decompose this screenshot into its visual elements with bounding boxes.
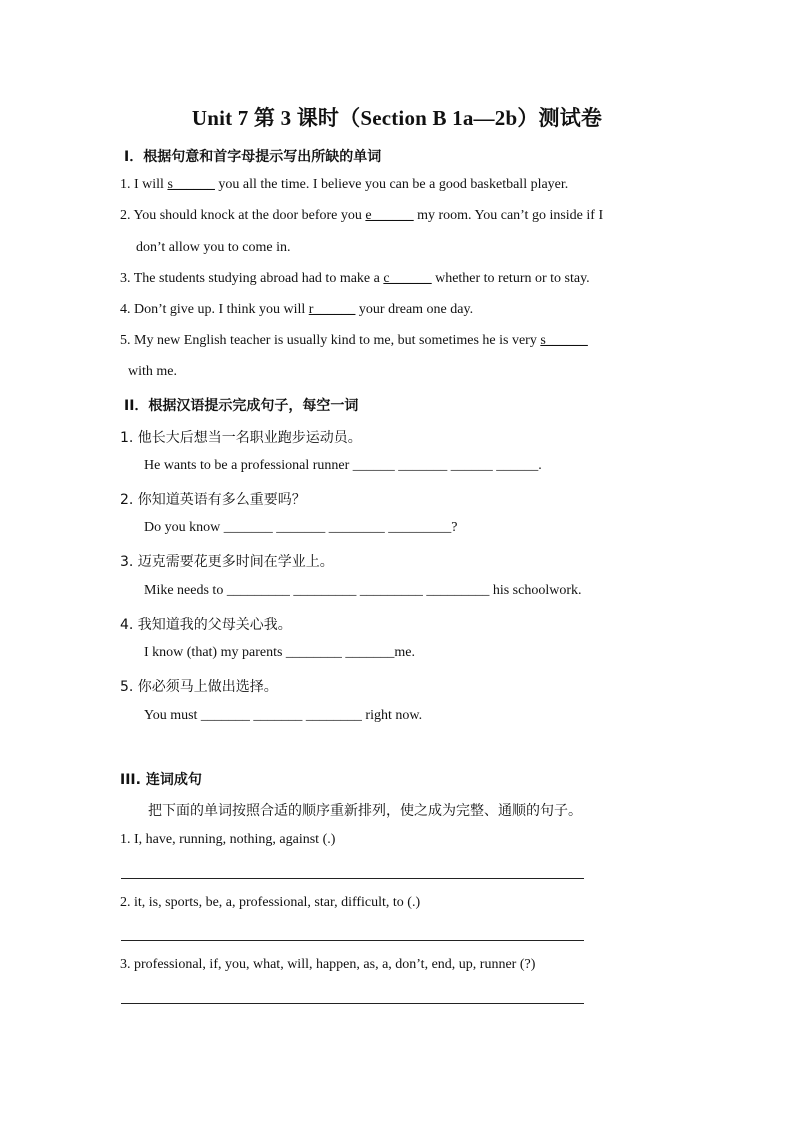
s1-item-1-text-c: you all the time. I believe you can be a good basketball player.: [214, 177, 569, 192]
s1-item-2-cont: don’t allow you to come in.: [136, 240, 291, 255]
s1-item-4-text-c: your dream one day.: [355, 302, 474, 317]
s2-item-4-en[interactable]: I know (that) my parents ________ _______me.: [144, 645, 416, 660]
s3-item-1-answer-line[interactable]: [121, 878, 584, 879]
s1-item-5-text-a: 5. My new English teacher is usually kind to me, but sometimes he is very: [120, 333, 541, 348]
s1-item-2-text-a: 2. You should knock at the door before you: [120, 208, 366, 223]
s3-item-1: 1. I, have, running, nothing, against (.): [120, 832, 336, 847]
s2-item-5-en[interactable]: You must _______ _______ ________ right now.: [144, 708, 423, 723]
s3-item-2-answer-line[interactable]: [121, 940, 584, 941]
s1-item-1-blank[interactable]: s______: [167, 177, 215, 192]
section1-heading: I．根据句意和首字母提示写出所缺的单词: [124, 149, 382, 165]
s3-item-3-answer-line[interactable]: [121, 1003, 584, 1004]
s1-item-1-text-a: 1. I will: [120, 177, 168, 192]
s1-item-2-blank[interactable]: e______: [365, 208, 414, 223]
section2-heading: II．根据汉语提示完成句子，每空一词: [124, 398, 359, 414]
s2-item-5-cn: 5. 你必须马上做出选择。: [120, 679, 278, 695]
s2-item-4-cn: 4. 我知道我的父母关心我。: [120, 617, 292, 633]
section3-heading: III. 连词成句: [120, 772, 202, 788]
s2-item-1-cn: 1. 他长大后想当一名职业跑步运动员。: [120, 430, 362, 446]
s1-item-1: [120, 177, 568, 193]
s3-item-3: 3. professional, if, you, what, will, happen, as, a, don’t, end, up, runner (?): [120, 957, 536, 972]
s1-item-4-text-a: 4. Don’t give up. I think you will: [120, 302, 309, 317]
s1-item-3-text-c: whether to return or to stay.: [431, 271, 590, 286]
s1-item-5-blank[interactable]: s______: [540, 333, 588, 348]
s2-item-3-en[interactable]: Mike needs to _________ _________ _________ _________ his schoolwork.: [144, 583, 582, 598]
s2-item-2-cn: 2. 你知道英语有多么重要吗？: [120, 492, 306, 508]
s2-item-3-cn: 3. 迈克需要花更多时间在学业上。: [120, 554, 334, 570]
page-title: Unit 7 第 3 课时（Section B 1a—2b）测试卷: [191, 106, 603, 130]
s2-item-2-en[interactable]: Do you know _______ _______ ________ _________?: [144, 520, 458, 535]
s1-item-4: [120, 302, 473, 318]
s1-item-5: [120, 333, 588, 349]
s1-item-3-blank[interactable]: c______: [383, 271, 432, 286]
s1-item-4-blank[interactable]: r______: [308, 302, 356, 317]
s1-item-2: [120, 208, 603, 224]
s1-item-2-text-c: my room. You can’t go inside if I: [413, 208, 604, 223]
s1-item-3: [120, 271, 590, 287]
s3-item-2: 2. it, is, sports, be, a, professional, star, difficult, to (.): [120, 895, 421, 910]
section3-instruction: 把下面的单词按照合适的顺序重新排列，使之成为完整、通顺的句子。: [148, 803, 582, 819]
s1-item-5-cont: with me.: [128, 364, 177, 379]
s1-item-3-text-a: 3. The students studying abroad had to make a: [120, 271, 384, 286]
s2-item-1-en[interactable]: He wants to be a professional runner ______ _______ ______ ______.: [144, 458, 542, 473]
